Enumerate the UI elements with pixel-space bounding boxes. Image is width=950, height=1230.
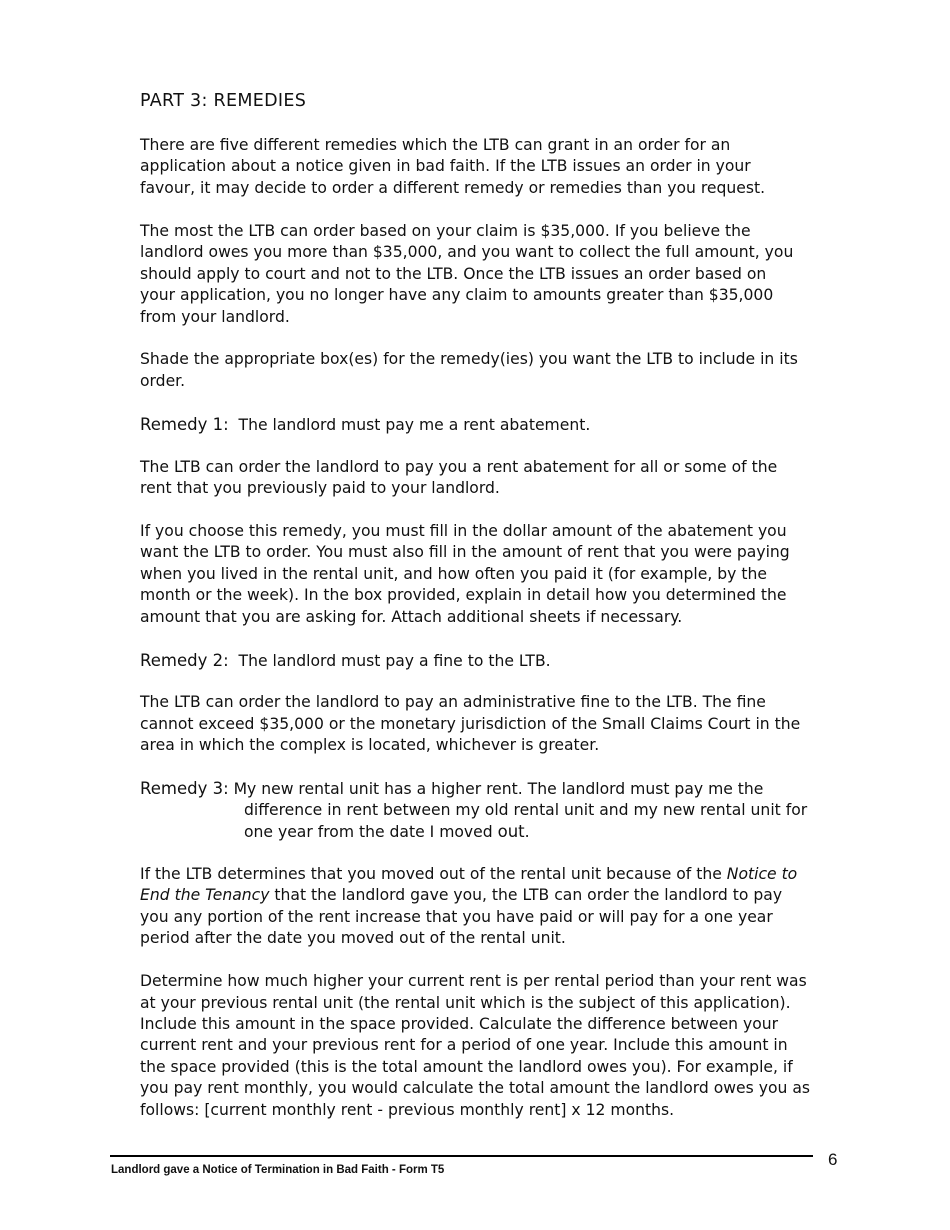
paragraph	[140, 221, 810, 328]
text-line: Include this amount in the space provided. Calculate the difference between your	[140, 1014, 779, 1033]
page-number: 6	[828, 1150, 838, 1169]
text-line	[140, 864, 810, 885]
paragraph-spacer	[140, 499, 810, 520]
footer-form-title: Landlord gave a Notice of Termination in Bad Faith - Form T5	[111, 1164, 445, 1176]
text-line	[140, 650, 810, 671]
remedy-label: out	[497, 822, 525, 841]
text-line: follows: [current monthly rent - previous monthly rent] x 12 months.	[140, 1100, 675, 1119]
text-line: want the LTB to order. You must also fill in the amount of rent that you were paying	[140, 543, 790, 562]
text-segment: The landlord must pay a fine to the LTB.	[228, 651, 551, 670]
text-line	[140, 414, 810, 435]
text-line: application about a notice given in bad faith. If the LTB issues an order in your	[140, 157, 751, 176]
paragraph-spacer	[140, 199, 810, 220]
text-line: your application, you no longer have any claim to amounts greater than $35,000	[140, 286, 774, 305]
text-line	[140, 778, 810, 799]
paragraph	[140, 521, 810, 628]
text-line: from your landlord.	[140, 307, 290, 326]
text-line: If you choose this remedy, you must fill in the dollar amount of the abatement you	[140, 521, 787, 540]
text-line: Shade the appropriate box(es) for the remedy(ies) you want the LTB to include in its	[140, 350, 798, 369]
text-line: cannot exceed $35,000 or the monetary jurisdiction of the Small Claims Court in the	[140, 714, 801, 733]
text-line: area in which the complex is located, whichever is greater.	[140, 736, 600, 755]
italic-text: Notice to	[726, 864, 798, 883]
italic-text: End the Tenancy	[140, 886, 270, 905]
remedy-label: Remedy 3:	[140, 779, 229, 799]
text-line: the space provided (this is the total amount the landlord owes you). For example, if	[140, 1057, 793, 1076]
text-segment: If the LTB determines that you moved out of the rental unit because of the	[140, 864, 727, 883]
paragraph-spacer	[140, 628, 810, 649]
paragraph	[140, 135, 810, 199]
text-line: The most the LTB can order based on your claim is $35,000. If you believe the	[140, 221, 751, 240]
text-line: should apply to court and not to the LTB. Once the LTB issues an order based on	[140, 264, 767, 283]
text-line	[140, 800, 810, 821]
text-line: you pay rent monthly, you would calculate the total amount the landlord owes you as	[140, 1079, 811, 1098]
text-line: when you lived in the rental unit, and how often you paid it (for example, by the	[140, 564, 767, 583]
paragraph-spacer	[140, 328, 810, 349]
paragraph-spacer	[140, 757, 810, 778]
remedy-heading	[140, 650, 810, 671]
remedy-heading	[140, 778, 810, 842]
text-line: you any portion of the rent increase that you have paid or will pay for a one year	[140, 907, 773, 926]
text-line: The LTB can order the landlord to pay you a rent abatement for all or some of the	[140, 457, 778, 476]
remedy-label: Remedy 2:	[140, 650, 229, 670]
document-body	[140, 135, 810, 1121]
paragraph-spacer	[140, 671, 810, 692]
text-line	[140, 885, 810, 906]
paragraph-spacer	[140, 842, 810, 863]
footer-divider	[110, 1155, 813, 1157]
text-segment: difference in rent between my old rental unit and my new rental unit for	[244, 800, 808, 819]
text-segment: .	[524, 823, 530, 841]
remedy-heading	[140, 414, 810, 435]
text-segment: My new rental unit has a higher rent. The landlord must pay me the	[228, 780, 764, 799]
text-segment: that the landlord gave you, the LTB can order the landlord to pay	[269, 886, 783, 905]
paragraph	[140, 971, 810, 1121]
text-line: amount that you are asking for. Attach additional sheets if necessary.	[140, 607, 683, 626]
text-line: rent that you previously paid to your landlord.	[140, 479, 500, 497]
paragraph-spacer	[140, 392, 810, 413]
text-segment: one year from the date I moved	[244, 823, 498, 841]
text-line: favour, it may decide to order a different remedy or remedies than you request.	[140, 178, 766, 197]
text-line: order.	[140, 371, 186, 390]
text-line: at your previous rental unit (the rental unit which is the subject of this application).	[140, 993, 791, 1012]
paragraph-spacer	[140, 435, 810, 456]
text-line: Determine how much higher your current rent is per rental period than your rent was	[140, 972, 807, 991]
paragraph	[140, 692, 810, 756]
text-line: current rent and your previous rent for a period of one year. Include this amount in	[140, 1036, 788, 1055]
paragraph	[140, 457, 810, 500]
text-line: The LTB can order the landlord to pay an administrative fine to the LTB. The fine	[140, 693, 766, 712]
text-segment: The landlord must pay me a rent abatement.	[228, 415, 591, 434]
section-title: PART 3: REMEDIES	[140, 91, 307, 111]
paragraph-spacer	[140, 950, 810, 971]
remedy-label: Remedy 1:	[140, 414, 229, 434]
paragraph	[140, 864, 810, 950]
text-line: month or the week). In the box provided, explain in detail how you determined the	[140, 586, 787, 605]
text-line: period after the date you moved out of the rental unit.	[140, 929, 566, 948]
text-line: There are five different remedies which the LTB can grant in an order for an	[140, 136, 731, 154]
paragraph	[140, 349, 810, 392]
text-line: landlord owes you more than $35,000, and you want to collect the full amount, you	[140, 243, 794, 262]
text-line	[140, 821, 810, 842]
